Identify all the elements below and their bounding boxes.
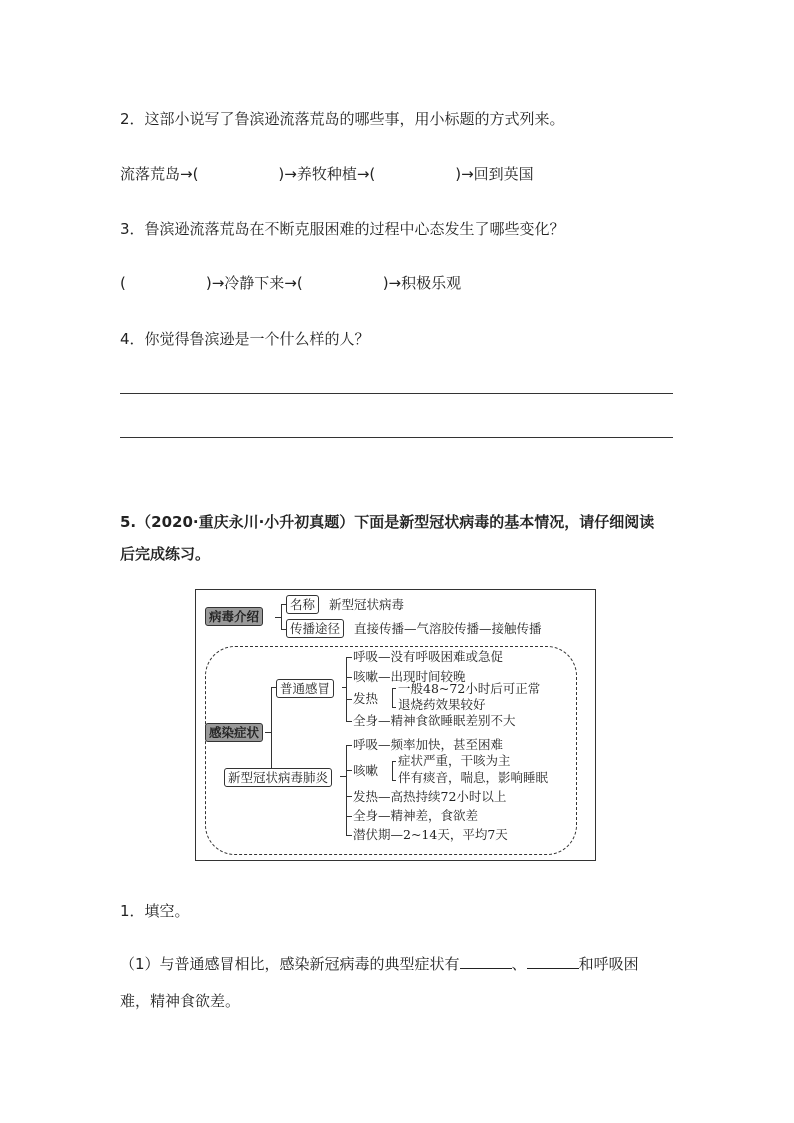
covid-cough-label: 咳嗽 <box>353 763 379 778</box>
q2-answer-line <box>120 163 534 184</box>
q2-part3: )→回到英国 <box>455 165 534 183</box>
name-value: 新型冠状病毒 <box>329 597 405 612</box>
covid-cough-1: 症状严重，干咳为主 <box>398 753 511 768</box>
q5-title-line1: 5.（2020·重庆永川·小升初真题）下面是新型冠状病毒的基本情况，请仔细阅读 <box>120 513 655 531</box>
sub1-blank-1[interactable] <box>460 954 512 969</box>
route-label: 传播途径 <box>286 619 344 638</box>
cold-fever-2: 退烧药效果较好 <box>398 697 486 712</box>
q2-part2: )→养牧种植→( <box>278 165 376 183</box>
virus-info-diagram <box>195 589 596 861</box>
q3-question: 3．鲁滨逊流落荒岛在不断克服困难的过程中心态发生了哪些变化？ <box>120 220 565 238</box>
q4-answer-line-2[interactable] <box>120 437 673 438</box>
route-value: 直接传播—气溶胶传播—接触传播 <box>354 621 542 636</box>
cold-fever-1: 一般48~72小时后可正常 <box>398 681 541 696</box>
q3-part1: ( <box>120 274 126 292</box>
q3-answer-line <box>120 272 461 293</box>
covid-body: 全身—精神差，食欲差 <box>353 808 479 823</box>
sub1-line2: 难，精神食欲差。 <box>120 992 241 1010</box>
sub1-line1-a: （1）与普通感冒相比，感染新冠病毒的典型症状有 <box>120 955 460 973</box>
cold-body: 全身—精神食欲睡眠差别不大 <box>353 713 516 728</box>
q5-title-line2: 后完成练习。 <box>120 545 211 563</box>
symptoms-tag: 感染症状 <box>205 723 263 742</box>
sub1-line1-c: 和呼吸困 <box>578 955 639 973</box>
cold-fever-label: 发热 <box>353 691 379 706</box>
name-label: 名称 <box>286 595 319 614</box>
cold-breath: 呼吸—没有呼吸困难或急促 <box>353 649 504 664</box>
common-cold-tag: 普通感冒 <box>276 679 334 698</box>
covid-cough-2: 伴有痰音，喘息，影响睡眠 <box>398 770 549 785</box>
q2-part1: 流落荒岛→( <box>120 165 199 183</box>
covid-pneumonia-tag: 新型冠状病毒肺炎 <box>224 768 332 787</box>
q3-part3: )→积极乐观 <box>382 274 462 292</box>
sub1-label: 1．填空。 <box>120 902 190 920</box>
q3-part2: )→冷静下来→( <box>205 274 303 292</box>
q4-question: 4．你觉得鲁滨逊是一个什么样的人？ <box>120 330 370 348</box>
sub1-line1 <box>120 953 639 974</box>
covid-incubation: 潜伏期—2~14天，平均7天 <box>353 827 508 842</box>
covid-fever: 发热—高热持续72小时以上 <box>353 789 507 804</box>
sub1-line1-b: 、 <box>511 955 527 973</box>
cold-cough: 咳嗽—出现时间较晚 <box>353 669 466 684</box>
covid-breath: 呼吸—频率加快，甚至困难 <box>353 737 504 752</box>
virus-intro-tag: 病毒介绍 <box>205 607 263 626</box>
sub1-blank-2[interactable] <box>527 954 579 969</box>
q4-answer-line-1[interactable] <box>120 393 673 394</box>
q2-question: 2．这部小说写了鲁滨逊流落荒岛的哪些事，用小标题的方式列来。 <box>120 110 565 128</box>
